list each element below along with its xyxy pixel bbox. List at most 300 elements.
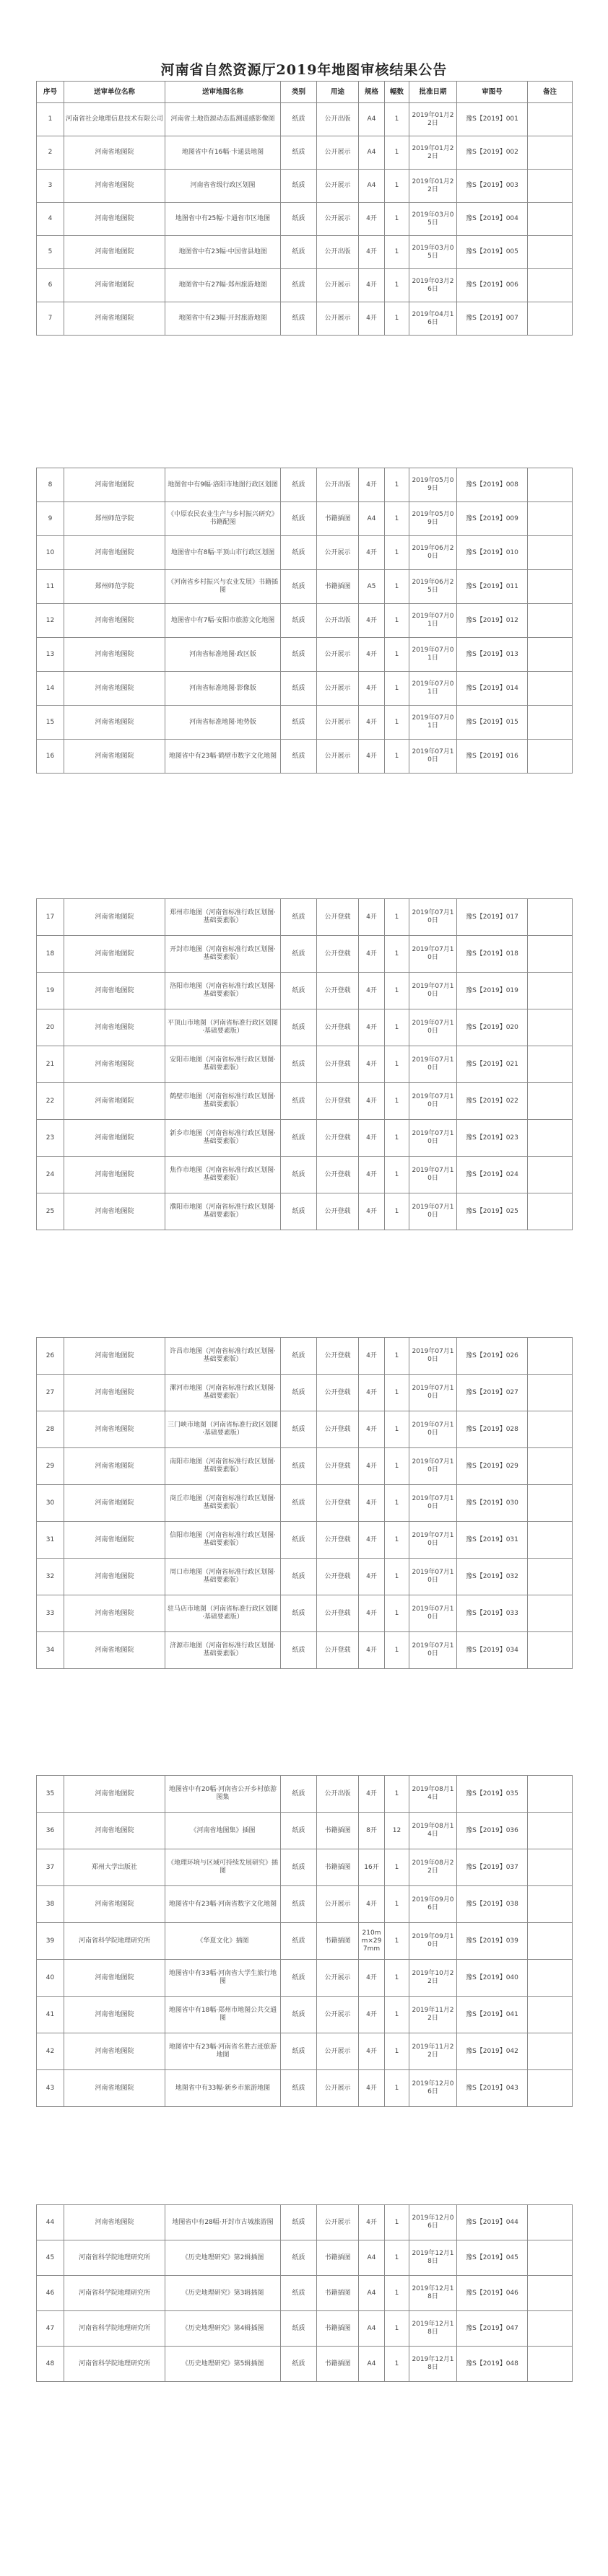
cell-count: 1 [385,1193,409,1230]
cell-note [528,1776,573,1813]
table-section-3 [36,898,572,1230]
cell-type: 纸质 [281,1997,317,2033]
cell-unit: 河南省地图院 [64,1046,165,1083]
cell-spec: A4 [359,2347,385,2382]
cell-no: 26 [37,1338,64,1375]
cell-use: 公开登载 [317,1632,359,1669]
cell-code: 豫S【2019】027 [457,1375,528,1411]
cell-use: 公开展示 [317,2205,359,2240]
table-row [37,2311,573,2347]
cell-note [528,2240,573,2276]
column-header: 用途 [317,82,359,103]
table-row [37,1776,573,1813]
cell-count: 1 [385,170,409,203]
cell-spec: 8开 [359,1813,385,1849]
cell-spec: A4 [359,136,385,170]
cell-use: 公开展示 [317,536,359,570]
cell-type: 纸质 [281,2070,317,2107]
cell-date: 2019年07月01日 [409,672,457,706]
cell-unit: 河南省地图院 [64,1009,165,1046]
cell-map: 地图省中有8幅·平顶山市行政区划图 [165,536,281,570]
cell-note [528,269,573,302]
cell-note [528,973,573,1009]
cell-use: 书籍插图 [317,1849,359,1886]
cell-unit: 河南省社会地理信息技术有限公司 [64,103,165,136]
cell-use: 公开出版 [317,468,359,502]
cell-note [528,236,573,269]
cell-type: 纸质 [281,536,317,570]
cell-note [528,2205,573,2240]
page-title: 河南省自然资源厅2019年地图审核结果公告 [160,62,448,78]
cell-type: 纸质 [281,604,317,638]
cell-date: 2019年12月18日 [409,2311,457,2347]
cell-code: 豫S【2019】039 [457,1923,528,1960]
cell-date: 2019年12月18日 [409,2240,457,2276]
cell-count: 1 [385,1776,409,1813]
cell-no: 23 [37,1120,64,1157]
cell-type: 纸质 [281,1448,317,1485]
cell-map: 河南省土地资源动态监测遥感影像图 [165,103,281,136]
cell-code: 豫S【2019】011 [457,570,528,604]
cell-map: 郑州市地图（河南省标准行政区划图·基础要素版） [165,899,281,936]
cell-no: 8 [37,468,64,502]
cell-use: 公开展示 [317,2070,359,2107]
cell-type: 纸质 [281,2276,317,2311]
cell-map: 安阳市地图（河南省标准行政区划图·基础要素版） [165,1046,281,1083]
cell-use: 公开展示 [317,2033,359,2070]
cell-spec: 4开 [359,973,385,1009]
cell-type: 纸质 [281,973,317,1009]
cell-code: 豫S【2019】014 [457,672,528,706]
cell-unit: 河南省地图院 [64,170,165,203]
cell-code: 豫S【2019】034 [457,1632,528,1669]
cell-note [528,570,573,604]
cell-date: 2019年07月10日 [409,1120,457,1157]
cell-code: 豫S【2019】004 [457,203,528,236]
cell-type: 纸质 [281,899,317,936]
cell-spec: 4开 [359,468,385,502]
cell-use: 书籍插图 [317,1813,359,1849]
cell-map: 信阳市地图（河南省标准行政区划图·基础要素版） [165,1522,281,1559]
cell-date: 2019年04月16日 [409,302,457,336]
cell-map: 地图省中有23幅·河南省数字文化地图 [165,1886,281,1923]
cell-use: 公开展示 [317,672,359,706]
cell-note [528,1411,573,1448]
cell-note [528,1923,573,1960]
cell-count: 1 [385,103,409,136]
cell-note [528,1813,573,1849]
cell-no: 38 [37,1886,64,1923]
cell-type: 纸质 [281,1632,317,1669]
cell-map: 《中原农民农业生产与乡村振兴研究》书籍配图 [165,502,281,536]
cell-date: 2019年07月10日 [409,1338,457,1375]
cell-unit: 河南省地图院 [64,604,165,638]
cell-count: 1 [385,502,409,536]
cell-code: 豫S【2019】035 [457,1776,528,1813]
cell-map: 开封市地图（河南省标准行政区划图·基础要素版） [165,936,281,973]
table-row [37,1849,573,1886]
cell-spec: 4开 [359,1009,385,1046]
cell-no: 34 [37,1632,64,1669]
cell-date: 2019年09月10日 [409,1923,457,1960]
cell-count: 1 [385,269,409,302]
cell-count: 1 [385,899,409,936]
cell-unit: 河南省地图院 [64,468,165,502]
cell-map: 《河南省乡村振兴与农业发展》书籍插图 [165,570,281,604]
cell-map: 《河南省地图集》插图 [165,1813,281,1849]
cell-note [528,1375,573,1411]
table-row [37,2240,573,2276]
table-row [37,236,573,269]
cell-type: 纸质 [281,706,317,740]
table-row [37,2070,573,2107]
cell-map: 地图省中有16幅·卡通县地图 [165,136,281,170]
cell-note [528,1120,573,1157]
cell-date: 2019年08月22日 [409,1849,457,1886]
cell-code: 豫S【2019】018 [457,936,528,973]
cell-map: 洛阳市地图（河南省标准行政区划图·基础要素版） [165,973,281,1009]
cell-count: 1 [385,740,409,774]
cell-spec: 4开 [359,638,385,672]
cell-date: 2019年07月10日 [409,1522,457,1559]
cell-count: 1 [385,136,409,170]
cell-no: 47 [37,2311,64,2347]
cell-map: 《华夏文化》插图 [165,1923,281,1960]
cell-code: 豫S【2019】009 [457,502,528,536]
cell-use: 公开登载 [317,936,359,973]
cell-unit: 河南省科学院地理研究所 [64,2240,165,2276]
cell-use: 公开登载 [317,1559,359,1595]
cell-date: 2019年12月18日 [409,2276,457,2311]
cell-use: 公开登载 [317,1338,359,1375]
cell-use: 书籍插图 [317,502,359,536]
cell-count: 1 [385,2276,409,2311]
cell-no: 40 [37,1960,64,1997]
table-row [37,1411,573,1448]
table-row [37,269,573,302]
cell-unit: 河南省地图院 [64,1375,165,1411]
cell-type: 纸质 [281,302,317,336]
cell-no: 12 [37,604,64,638]
cell-use: 书籍插图 [317,2240,359,2276]
cell-no: 3 [37,170,64,203]
table-row [37,203,573,236]
cell-type: 纸质 [281,1886,317,1923]
table-row [37,1522,573,1559]
cell-map: 平顶山市地图（河南省标准行政区划图·基础要素版） [165,1009,281,1046]
cell-unit: 河南省地图院 [64,899,165,936]
cell-type: 纸质 [281,672,317,706]
cell-note [528,502,573,536]
table-row [37,1559,573,1595]
cell-spec: 4开 [359,1375,385,1411]
column-header: 送审地图名称 [165,82,281,103]
cell-date: 2019年12月06日 [409,2070,457,2107]
column-header: 批准日期 [409,82,457,103]
cell-unit: 河南省地图院 [64,1595,165,1632]
table-row [37,706,573,740]
cell-count: 1 [385,672,409,706]
cell-count: 1 [385,1338,409,1375]
cell-count: 1 [385,1083,409,1120]
cell-code: 豫S【2019】015 [457,706,528,740]
cell-code: 豫S【2019】045 [457,2240,528,2276]
results-table [36,898,573,1230]
cell-count: 1 [385,203,409,236]
cell-code: 豫S【2019】012 [457,604,528,638]
cell-count: 1 [385,1923,409,1960]
cell-type: 纸质 [281,2240,317,2276]
cell-date: 2019年07月10日 [409,1411,457,1448]
cell-no: 5 [37,236,64,269]
cell-count: 1 [385,1009,409,1046]
table-row [37,1632,573,1669]
cell-spec: 4开 [359,1448,385,1485]
cell-date: 2019年07月10日 [409,1375,457,1411]
cell-map: 地图省中有27幅·郑州旅游地图 [165,269,281,302]
cell-type: 纸质 [281,1595,317,1632]
cell-no: 19 [37,973,64,1009]
cell-use: 公开登载 [317,973,359,1009]
cell-map: 《历史地理研究》第5辑插图 [165,2347,281,2382]
cell-map: 河南省标准地图·影像版 [165,672,281,706]
cell-note [528,1849,573,1886]
cell-note [528,302,573,336]
cell-date: 2019年10月22日 [409,1960,457,1997]
cell-unit: 河南省科学院地理研究所 [64,2276,165,2311]
cell-spec: 4开 [359,1997,385,2033]
cell-map: 地图省中有28幅·开封市古城旅游图 [165,2205,281,2240]
cell-type: 纸质 [281,1960,317,1997]
cell-unit: 河南省地图院 [64,136,165,170]
cell-code: 豫S【2019】001 [457,103,528,136]
cell-use: 公开出版 [317,1776,359,1813]
cell-code: 豫S【2019】037 [457,1849,528,1886]
table-section-1 [36,81,572,336]
cell-spec: 4开 [359,302,385,336]
cell-code: 豫S【2019】017 [457,899,528,936]
table-row [37,936,573,973]
cell-note [528,936,573,973]
cell-code: 豫S【2019】007 [457,302,528,336]
cell-count: 1 [385,1522,409,1559]
cell-unit: 河南省地图院 [64,2070,165,2107]
cell-code: 豫S【2019】036 [457,1813,528,1849]
cell-type: 纸质 [281,936,317,973]
cell-spec: 4开 [359,236,385,269]
cell-code: 豫S【2019】044 [457,2205,528,2240]
column-header: 幅数 [385,82,409,103]
cell-unit: 河南省地图院 [64,1886,165,1923]
cell-date: 2019年07月10日 [409,973,457,1009]
cell-unit: 河南省地图院 [64,203,165,236]
cell-use: 公开登载 [317,1046,359,1083]
cell-type: 纸质 [281,2033,317,2070]
results-table [36,468,573,774]
cell-date: 2019年07月01日 [409,638,457,672]
cell-no: 30 [37,1485,64,1522]
cell-use: 公开登载 [317,1522,359,1559]
table-section-6 [36,2204,572,2382]
cell-no: 24 [37,1157,64,1193]
cell-code: 豫S【2019】032 [457,1559,528,1595]
cell-type: 纸质 [281,1776,317,1813]
cell-code: 豫S【2019】047 [457,2311,528,2347]
cell-count: 1 [385,2070,409,2107]
cell-date: 2019年07月10日 [409,1485,457,1522]
cell-note [528,1448,573,1485]
cell-count: 1 [385,706,409,740]
cell-type: 纸质 [281,1157,317,1193]
cell-type: 纸质 [281,1083,317,1120]
cell-date: 2019年07月10日 [409,1595,457,1632]
cell-spec: 4开 [359,1193,385,1230]
cell-use: 公开出版 [317,103,359,136]
cell-map: 地图省中有20幅·河南省公开乡村旅游图集 [165,1776,281,1813]
cell-type: 纸质 [281,468,317,502]
cell-count: 1 [385,638,409,672]
cell-unit: 河南省地图院 [64,973,165,1009]
cell-type: 纸质 [281,1485,317,1522]
cell-spec: 4开 [359,1595,385,1632]
cell-note [528,2033,573,2070]
cell-no: 15 [37,706,64,740]
cell-note [528,638,573,672]
cell-unit: 河南省地图院 [64,672,165,706]
cell-no: 43 [37,2070,64,2107]
cell-type: 纸质 [281,1522,317,1559]
cell-map: 新乡市地图（河南省标准行政区划图·基础要素版） [165,1120,281,1157]
column-header: 备注 [528,82,573,103]
cell-type: 纸质 [281,269,317,302]
table-row [37,1485,573,1522]
cell-spec: 4开 [359,1046,385,1083]
cell-spec: 4开 [359,1886,385,1923]
cell-spec: A5 [359,570,385,604]
cell-date: 2019年07月10日 [409,899,457,936]
cell-unit: 河南省科学院地理研究所 [64,1923,165,1960]
cell-code: 豫S【2019】043 [457,2070,528,2107]
table-row [37,2347,573,2382]
cell-use: 公开登载 [317,1595,359,1632]
cell-map: 地图省中有9幅·洛阳市地图行政区划图 [165,468,281,502]
cell-code: 豫S【2019】023 [457,1120,528,1157]
cell-type: 纸质 [281,236,317,269]
cell-spec: 4开 [359,1120,385,1157]
table-row [37,103,573,136]
cell-spec: 4开 [359,2033,385,2070]
table-row [37,1157,573,1193]
cell-no: 13 [37,638,64,672]
cell-code: 豫S【2019】003 [457,170,528,203]
cell-note [528,1997,573,2033]
cell-map: 鹤壁市地图（河南省标准行政区划图·基础要素版） [165,1083,281,1120]
cell-spec: 4开 [359,672,385,706]
table-row [37,1886,573,1923]
cell-spec: 4开 [359,1522,385,1559]
cell-note [528,1522,573,1559]
table-row [37,740,573,774]
cell-type: 纸质 [281,1009,317,1046]
cell-code: 豫S【2019】040 [457,1960,528,1997]
cell-date: 2019年03月05日 [409,236,457,269]
cell-no: 42 [37,2033,64,2070]
table-row [37,468,573,502]
cell-code: 豫S【2019】021 [457,1046,528,1083]
table-row [37,502,573,536]
cell-code: 豫S【2019】038 [457,1886,528,1923]
cell-unit: 河南省地图院 [64,1632,165,1669]
cell-note [528,536,573,570]
cell-date: 2019年12月18日 [409,2347,457,2382]
cell-map: 商丘市地图（河南省标准行政区划图·基础要素版） [165,1485,281,1522]
table-row [37,604,573,638]
cell-unit: 河南省地图院 [64,1448,165,1485]
cell-no: 35 [37,1776,64,1813]
cell-code: 豫S【2019】030 [457,1485,528,1522]
cell-unit: 河南省地图院 [64,1338,165,1375]
cell-date: 2019年07月10日 [409,1046,457,1083]
cell-use: 公开登载 [317,1375,359,1411]
cell-map: 《地理环境与区域可持续发展研究》插图 [165,1849,281,1886]
cell-no: 45 [37,2240,64,2276]
cell-spec: A4 [359,2240,385,2276]
cell-code: 豫S【2019】042 [457,2033,528,2070]
cell-unit: 河南省地图院 [64,2033,165,2070]
table-row [37,1448,573,1485]
table-section-5 [36,1775,572,2107]
cell-type: 纸质 [281,2205,317,2240]
column-header: 送审单位名称 [64,82,165,103]
cell-use: 公开登载 [317,1120,359,1157]
cell-map: 周口市地图（河南省标准行政区划图·基础要素版） [165,1559,281,1595]
cell-date: 2019年07月10日 [409,1009,457,1046]
cell-note [528,1083,573,1120]
cell-use: 公开登载 [317,1009,359,1046]
cell-map: 漯河市地图（河南省标准行政区划图·基础要素版） [165,1375,281,1411]
table-row [37,1120,573,1157]
cell-no: 44 [37,2205,64,2240]
cell-spec: 4开 [359,936,385,973]
cell-code: 豫S【2019】016 [457,740,528,774]
cell-spec: 4开 [359,1411,385,1448]
table-row [37,136,573,170]
table-row [37,2033,573,2070]
cell-use: 公开展示 [317,1997,359,2033]
cell-no: 4 [37,203,64,236]
cell-no: 29 [37,1448,64,1485]
cell-count: 1 [385,1448,409,1485]
cell-use: 公开展示 [317,1886,359,1923]
column-header: 规格 [359,82,385,103]
cell-map: 河南省标准地图·政区版 [165,638,281,672]
cell-code: 豫S【2019】029 [457,1448,528,1485]
cell-count: 1 [385,1960,409,1997]
cell-code: 豫S【2019】048 [457,2347,528,2382]
cell-count: 1 [385,1485,409,1522]
cell-use: 公开登载 [317,1448,359,1485]
cell-no: 14 [37,672,64,706]
column-header: 序号 [37,82,64,103]
cell-note [528,2311,573,2347]
cell-use: 公开登载 [317,1083,359,1120]
cell-date: 2019年09月06日 [409,1886,457,1923]
cell-spec: A4 [359,2311,385,2347]
table-row [37,1923,573,1960]
cell-spec: 4开 [359,1157,385,1193]
cell-spec: 4开 [359,2070,385,2107]
cell-no: 37 [37,1849,64,1886]
